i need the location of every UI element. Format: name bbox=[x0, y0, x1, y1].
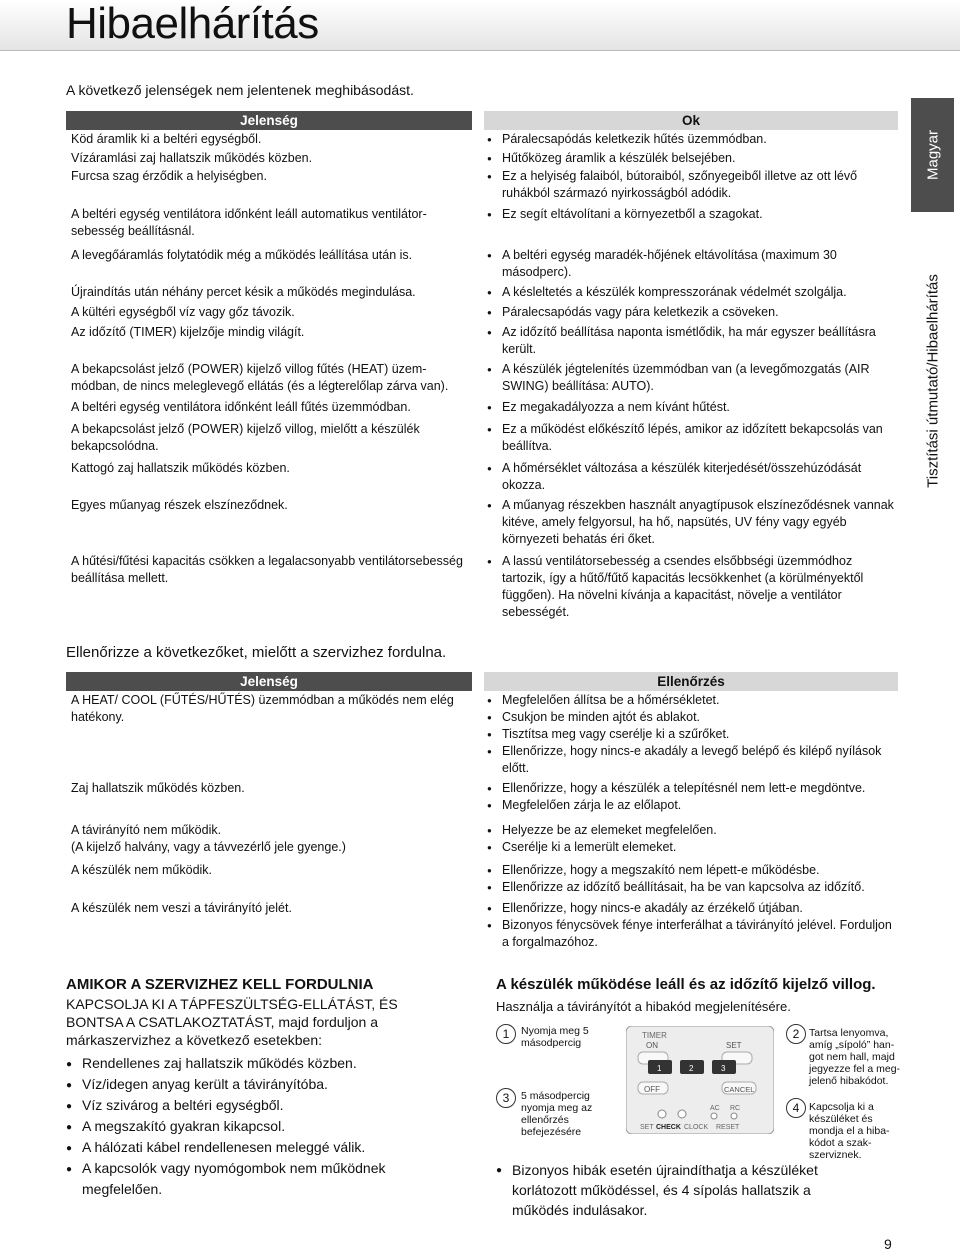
header-check: Ellenőrzés bbox=[484, 672, 898, 691]
remote-key-2-label: 2 bbox=[689, 1064, 694, 1073]
service-list bbox=[66, 1053, 426, 1200]
explanation-item: ● Tisztítsa meg vagy cserélje ki a szűrőket. bbox=[502, 726, 898, 743]
row-symptom: Zaj hallatszik működés közben. bbox=[71, 781, 245, 795]
remote-label-check: CHECK bbox=[656, 1124, 681, 1131]
row-explanation bbox=[502, 692, 898, 777]
remote-label-cancel: CANCEL bbox=[724, 1085, 755, 1094]
step-1-text: Nyomja meg 5 másodpercig bbox=[521, 1025, 589, 1049]
row-explanation bbox=[502, 497, 898, 548]
step-4-number: 4 bbox=[786, 1098, 806, 1118]
remote-label-set2: SET bbox=[640, 1124, 654, 1131]
remote-set-pin bbox=[658, 1110, 666, 1118]
list-item: ● A hálózati kábel rendellenesen meleggé válik. bbox=[66, 1137, 426, 1158]
remote-label-clock: CLOCK bbox=[684, 1124, 709, 1131]
row-explanation bbox=[502, 822, 898, 856]
row-symptom: Furcsa szag érződik a helyiségben. bbox=[71, 169, 267, 183]
remote-label-ac: AC bbox=[710, 1105, 720, 1112]
row-symptom: A HEAT/ COOL (FŰTÉS/HŰTÉS) üzemmódban a működés nem elég hatékony. bbox=[71, 693, 454, 724]
row-symptom: A levegőáramlás folytatódik még a működés leállítása után is. bbox=[71, 248, 413, 262]
service-lead: KAPCSOLJA KI A TÁPFESZÜLTSÉG-ELLÁTÁST, ÉS BONTSA A CSATLAKOZTATÁST, majd forduljon a márkaszervizhez a következő esetekben: bbox=[66, 996, 398, 1048]
remote-label-reset: RESET bbox=[716, 1124, 740, 1131]
explanation-item: ● Ellenőrizze, hogy a megszakító nem lépett-e működésbe. bbox=[502, 862, 898, 879]
row-symptom: A beltéri egység ventilátora időnként leáll automatikus ventilátor-sebesség beállításnál. bbox=[71, 207, 427, 238]
row-symptom: A beltéri egység ventilátora időnként leáll fűtés üzemmódban. bbox=[71, 400, 411, 414]
explanation-item: ● Az időzítő beállítása naponta ismétlődik, ha már egyszer beállításra került. bbox=[502, 324, 898, 358]
row-symptom: A távirányító nem működik. (A kijelző halvány, vagy a távvezérlő jele gyenge.) bbox=[71, 823, 346, 854]
row-explanation bbox=[502, 150, 898, 167]
step-3-number: 3 bbox=[496, 1088, 516, 1108]
row-explanation bbox=[502, 131, 898, 148]
explanation-item: ● Páralecsapódás keletkezik hűtés üzemmódban. bbox=[502, 131, 898, 148]
row-explanation bbox=[502, 247, 898, 281]
symptoms-table-header bbox=[66, 111, 898, 130]
check-table-header bbox=[66, 672, 898, 691]
section-check-title: Ellenőrizze a következőket, mielőtt a szervizhez fordulna. bbox=[66, 644, 447, 661]
list-item: ● A megszakító gyakran kikapcsol. bbox=[66, 1116, 426, 1137]
explanation-item: ● A beltéri egység maradék-hőjének eltávolítása (maximum 30 másodperc). bbox=[502, 247, 898, 281]
row-explanation bbox=[502, 460, 898, 494]
row-explanation bbox=[502, 284, 898, 301]
header-symptom-2: Jelenség bbox=[66, 672, 472, 691]
title-bar bbox=[0, 0, 960, 51]
row-explanation bbox=[502, 361, 898, 395]
side-tab-language-label: Magyar bbox=[924, 129, 941, 181]
explanation-item: ● Helyezze be az elemeket megfelelően. bbox=[502, 822, 898, 839]
row-symptom: Az időzítő (TIMER) kijelzője mindig világít. bbox=[71, 325, 305, 339]
explanation-item: ● A hőmérséklet változása a készülék kiterjedését/összehúzódását okozza. bbox=[502, 460, 898, 494]
row-symptom: A bekapcsolást jelző (POWER) kijelző villog fűtés (HEAT) üzem-módban, de nincs meleglevegő ellátás (és a légterelőlap zárva van). bbox=[71, 362, 449, 393]
explanation-item: ● Ellenőrizze, hogy a készülék a telepítésnél nem lett-e megdöntve. bbox=[502, 780, 898, 797]
row-explanation bbox=[502, 206, 898, 223]
intro-text: A következő jelenségek nem jelentenek meghibásodást. bbox=[66, 82, 414, 98]
step-1-number: 1 bbox=[496, 1024, 516, 1044]
row-explanation bbox=[502, 421, 898, 455]
row-explanation bbox=[502, 900, 898, 951]
explanation-item: ● A készülék jégtelenítés üzemmódban van (a levegőmozgatás (AIR SWING) beállítása: AUTO). bbox=[502, 361, 898, 395]
header-cause: Ok bbox=[484, 111, 898, 130]
row-explanation bbox=[502, 862, 898, 896]
list-item: ● Rendellenes zaj hallatszik működés közben. bbox=[66, 1053, 426, 1074]
page-title: Hibaelhárítás bbox=[66, 0, 319, 48]
row-explanation bbox=[502, 168, 898, 202]
symptoms-table bbox=[66, 111, 898, 619]
explanation-item: ● Megfelelően állítsa be a hőmérsékletet. bbox=[502, 692, 898, 709]
explanation-item: ● Csukjon be minden ajtót és ablakot. bbox=[502, 709, 898, 726]
remote-label-off: OFF bbox=[644, 1085, 660, 1094]
row-explanation bbox=[502, 780, 898, 814]
row-symptom: A kültéri egységből víz vagy gőz távozik. bbox=[71, 305, 295, 319]
explanation-item: ● Ez a helyiség falaiból, bútoraiból, szőnyegeiből illetve az ott lévő ruhákból származó nyirkosságból adódik. bbox=[502, 168, 898, 202]
side-tab-section bbox=[911, 214, 954, 548]
explanation-item: ● A késleltetés a készülék kompresszorának védelmét szolgálja. bbox=[502, 284, 898, 301]
explanation-item: ● Ellenőrizze, hogy nincs-e akadály a levegő belépő és kilépő nyílások előtt. bbox=[502, 743, 898, 777]
remote-rc-pin bbox=[731, 1113, 737, 1119]
header-symptom: Jelenség bbox=[66, 111, 472, 130]
remote-control-illustration bbox=[626, 1026, 774, 1134]
explanation-item: ● A műanyag részekben használt anyagtípusok elszíneződésnek vannak kitéve, amely felgyorsul, ha hő, napsütés, UV fény vagy egyéb környezeti behatás éri őket. bbox=[502, 497, 898, 548]
service-block bbox=[66, 976, 426, 1200]
remote-label-on: ON bbox=[646, 1041, 658, 1050]
remote-label-rc: RC bbox=[730, 1105, 741, 1112]
remote-key-1-label: 1 bbox=[657, 1064, 662, 1073]
remote-check-pin bbox=[678, 1110, 686, 1118]
row-explanation bbox=[502, 553, 898, 621]
row-symptom: Vízáramlási zaj hallatszik működés közben. bbox=[71, 151, 313, 165]
row-symptom: Egyes műanyag részek elszíneződnek. bbox=[71, 498, 288, 512]
explanation-item: ● Ez megakadályozza a nem kívánt hűtést. bbox=[502, 399, 898, 416]
service-heading: AMIKOR A SZERVIZHEZ KELL FORDULNIA bbox=[66, 976, 374, 993]
explanation-item: ● A lassú ventilátorsebesség a csendes elsőbbségi üzemmódhoz tartozik, így a hűtő/fűtő kapacitás lecsökkenhet (a körülményektől függően). Ha növelni kívánja a kapacitást, növelje a ventilátor sebességét. bbox=[502, 553, 898, 621]
step-2-text: Tartsa lenyomva, amíg „sípoló” han-got nem hall, majd jegyezze fel a meg-jelenő hibakódot. bbox=[809, 1027, 901, 1087]
explanation-item: ● Ez segít eltávolítani a környezetből a szagokat. bbox=[502, 206, 898, 223]
explanation-item: ● Megfelelően zárja le az előlapot. bbox=[502, 797, 898, 814]
row-symptom: A hűtési/fűtési kapacitás csökken a legalacsonyabb ventilátorsebesség beállítása mellett. bbox=[71, 554, 463, 585]
row-symptom: A készülék nem működik. bbox=[71, 863, 213, 877]
row-symptom: Újraindítás után néhány percet késik a működés megindulása. bbox=[71, 285, 416, 299]
row-symptom: Köd áramlik ki a beltéri egységből. bbox=[71, 132, 262, 146]
explanation-item: ● Páralecsapódás vagy pára keletkezik a csöveken. bbox=[502, 304, 898, 321]
list-item: ● Víz szivárog a beltéri egységből. bbox=[66, 1095, 426, 1116]
row-explanation bbox=[502, 399, 898, 416]
remote-ac-pin bbox=[711, 1113, 717, 1119]
explanation-item: ● Ellenőrizze az időzítő beállításait, ha be van kapcsolva az időzítő. bbox=[502, 879, 898, 896]
side-tab-language bbox=[911, 98, 954, 212]
row-symptom: Kattogó zaj hallatszik működés közben. bbox=[71, 461, 290, 475]
explanation-item: ● Ez a működést előkészítő lépés, amikor az időzített bekapcsolás van beállítva. bbox=[502, 421, 898, 455]
row-explanation bbox=[502, 324, 898, 358]
side-tab-section-label: Tisztítási útmutató/Hibaelhárítás bbox=[924, 274, 941, 488]
remote-key-3-label: 3 bbox=[721, 1064, 726, 1073]
explanation-item: ● Bizonyos fénycsövek fénye interferálhat a távirányító jelével. Forduljon a forgalmazóhoz. bbox=[502, 917, 898, 951]
error-lead: Használja a távirányítót a hibakód megjelenítésére. bbox=[496, 999, 791, 1014]
remote-label-timer: TIMER bbox=[642, 1031, 667, 1040]
page-number: 9 bbox=[884, 1236, 892, 1252]
error-heading: A készülék működése leáll és az időzítő kijelző villog. bbox=[496, 976, 876, 993]
check-table bbox=[66, 672, 898, 949]
row-explanation bbox=[502, 304, 898, 321]
list-item: ● A kapcsolók vagy nyomógombok nem működnek megfelelően. bbox=[66, 1158, 426, 1200]
step-2-number: 2 bbox=[786, 1024, 806, 1044]
remote-label-set: SET bbox=[726, 1041, 742, 1050]
list-item: ● Víz/idegen anyag került a távirányítóba. bbox=[66, 1074, 426, 1095]
step-3-text: 5 másodpercig nyomja meg az ellenőrzés befejezésére bbox=[521, 1090, 593, 1138]
restart-note: ● Bizonyos hibák esetén újraindíthatja a készüléket korlátozott működéssel, és 4 sípolás hallatszik a működés indulásakor. bbox=[496, 1160, 832, 1220]
explanation-item: ● Ellenőrizze, hogy nincs-e akadály az érzékelő útjában. bbox=[502, 900, 898, 917]
explanation-item: ● Cserélje ki a lemerült elemeket. bbox=[502, 839, 898, 856]
row-symptom: A bekapcsolást jelző (POWER) kijelző villog, mielőtt a készülék bekapcsolódna. bbox=[71, 422, 420, 453]
row-symptom: A készülék nem veszi a távirányító jelét. bbox=[71, 901, 292, 915]
step-4-text: Kapcsolja ki a készüléket és mondja el a hiba-kódot a szak-szerviznek. bbox=[809, 1101, 890, 1161]
explanation-item: ● Hűtőközeg áramlik a készülék belsejében. bbox=[502, 150, 898, 167]
